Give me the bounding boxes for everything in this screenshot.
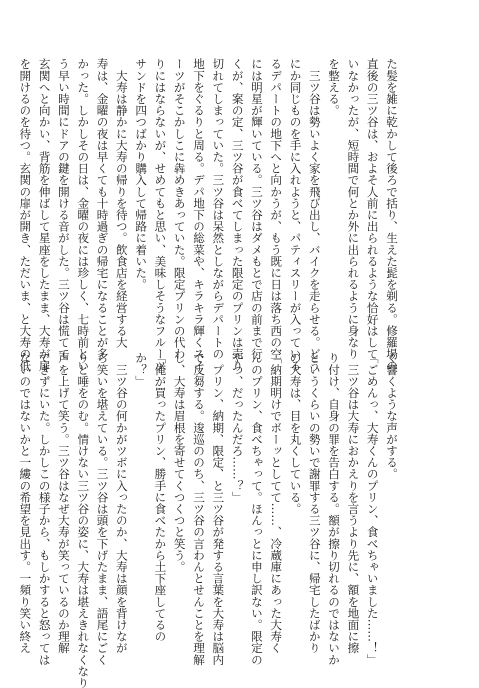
text-line: というくらいの勢いで謝罪する三ツ谷に、帰宅したばかり (307, 352, 322, 654)
text-line: いなかったが、短時間で何とか外に出られるように身なり (346, 58, 361, 360)
text-line: くが、案の定、三ツ谷が食べてしまった限定のプリンは売り (230, 58, 245, 372)
text-line: ーツがそこかしこに犇めきあっていた。限定プリンの代わ (172, 58, 187, 360)
text-line: 大寿は静かに大寿の帰りを待つ。飲食店を経営する大 (114, 58, 129, 348)
text-line: んのプリン、食べちゃって。ほんっとに申し訳ない。限定の (249, 352, 264, 666)
text-line: た髪を雑に乾かして後ろで括り、生えた髭を剃る。修羅場の (385, 58, 399, 372)
text-line: るデパートの地下へと向かうが、もう既に日は落ち西の空 (269, 58, 284, 360)
text-line: ないのではないかと一縷の希望を見出す。一頻り笑い終え (18, 352, 33, 654)
text-block-top (18, 58, 401, 372)
text-line: 三ツ谷は大寿におかえりを言うより先に、額を地面に擦 (346, 352, 361, 654)
text-line: し、大寿は眉根を寄せてくつくつと笑う。 (172, 352, 187, 573)
text-line: できずにいた。しかしこの様子から、もしかすると怒っては (37, 352, 52, 666)
text-line: かった。しかしその日は、金曜の夜には珍しく、七時前とい (76, 58, 91, 372)
text-line: 寿は、金曜の夜は早くても十時過ぎの帰宅になることが多 (95, 58, 110, 360)
text-line: サンドを四つばかり購入して帰路に着いた。 (134, 58, 149, 290)
text-line: を整える。 (327, 58, 342, 116)
text-line: りにはならないが、せめてもと思い、美味しそうなフルーツ (153, 58, 168, 372)
text-line: りと唾をのむ。情けない三ツ谷の姿に、大寿は堪えきれなくなり (76, 352, 91, 688)
text-line: 「ごめんっ、大寿くんのプリン、食べちゃいました……！」 (365, 352, 380, 666)
text-line: う早い時間にドアの鍵を開ける音がした。三ツ谷は慌てて (56, 58, 71, 360)
text-line: には明星が輝いている。三ツ谷はダメもとで店の前まで行 (249, 58, 264, 360)
text-line: 地下をぐるりと周る。デパ地下の総菜や、キラキラ輝くスイ (192, 58, 207, 372)
text-line: か？」 (134, 352, 149, 387)
text-line: 「俺が買ったプリン、勝手に食べたから土下座してるの (153, 352, 168, 642)
text-line: にか同じものを手に入れようと、パティスリーが入っている (288, 58, 303, 372)
text-line: く響くような声がする。 (385, 352, 399, 480)
text-line: 切れてしまっていた。三ツ谷は呆然としながらデパートの (211, 58, 226, 360)
text-line: プリン、納期、限定、と三ツ谷が発する言葉を大寿は脳内 (211, 352, 226, 666)
text-line: の大寿は、目を丸くしている。 (288, 352, 303, 515)
text-line: やつ、だったんだろ……？」 (230, 352, 245, 503)
text-line: 三ツ谷は勢いよく家を飛び出し、バイクを走らせる。どう (307, 58, 322, 372)
text-line: を開けるのを待つ。玄関の扉が開き、ただいま、と大寿の低 (18, 58, 33, 372)
text-line: ら笑いを堪えている。三ツ谷は頭を下げたまま、語尾にごく (95, 352, 110, 666)
text-line: 玄関へと向かい、背筋を伸ばして星座をしたまま、大寿が扉 (37, 58, 52, 372)
text-line: 「納期明けでボーッとしてて……、冷蔵庫にあった大寿く (269, 352, 284, 654)
text-line: 三ツ谷の何かがツボに入ったのか、大寿は顔を背けなが (114, 352, 129, 654)
text-line: で反芻する。逡巡ののち、三ツ谷の言わんとせんことを理解 (192, 352, 207, 666)
text-line: 直後の三ツ谷は、およそ人前に出られるような恰好はして (365, 58, 380, 360)
text-line: り付け、自身の罪を告白する。額が擦り切れるのではないか (327, 352, 342, 666)
text-line: 声を上げて笑う。三ツ谷はなぜ大寿が笑っているのか理解 (56, 352, 71, 654)
text-block-bottom (18, 352, 401, 688)
